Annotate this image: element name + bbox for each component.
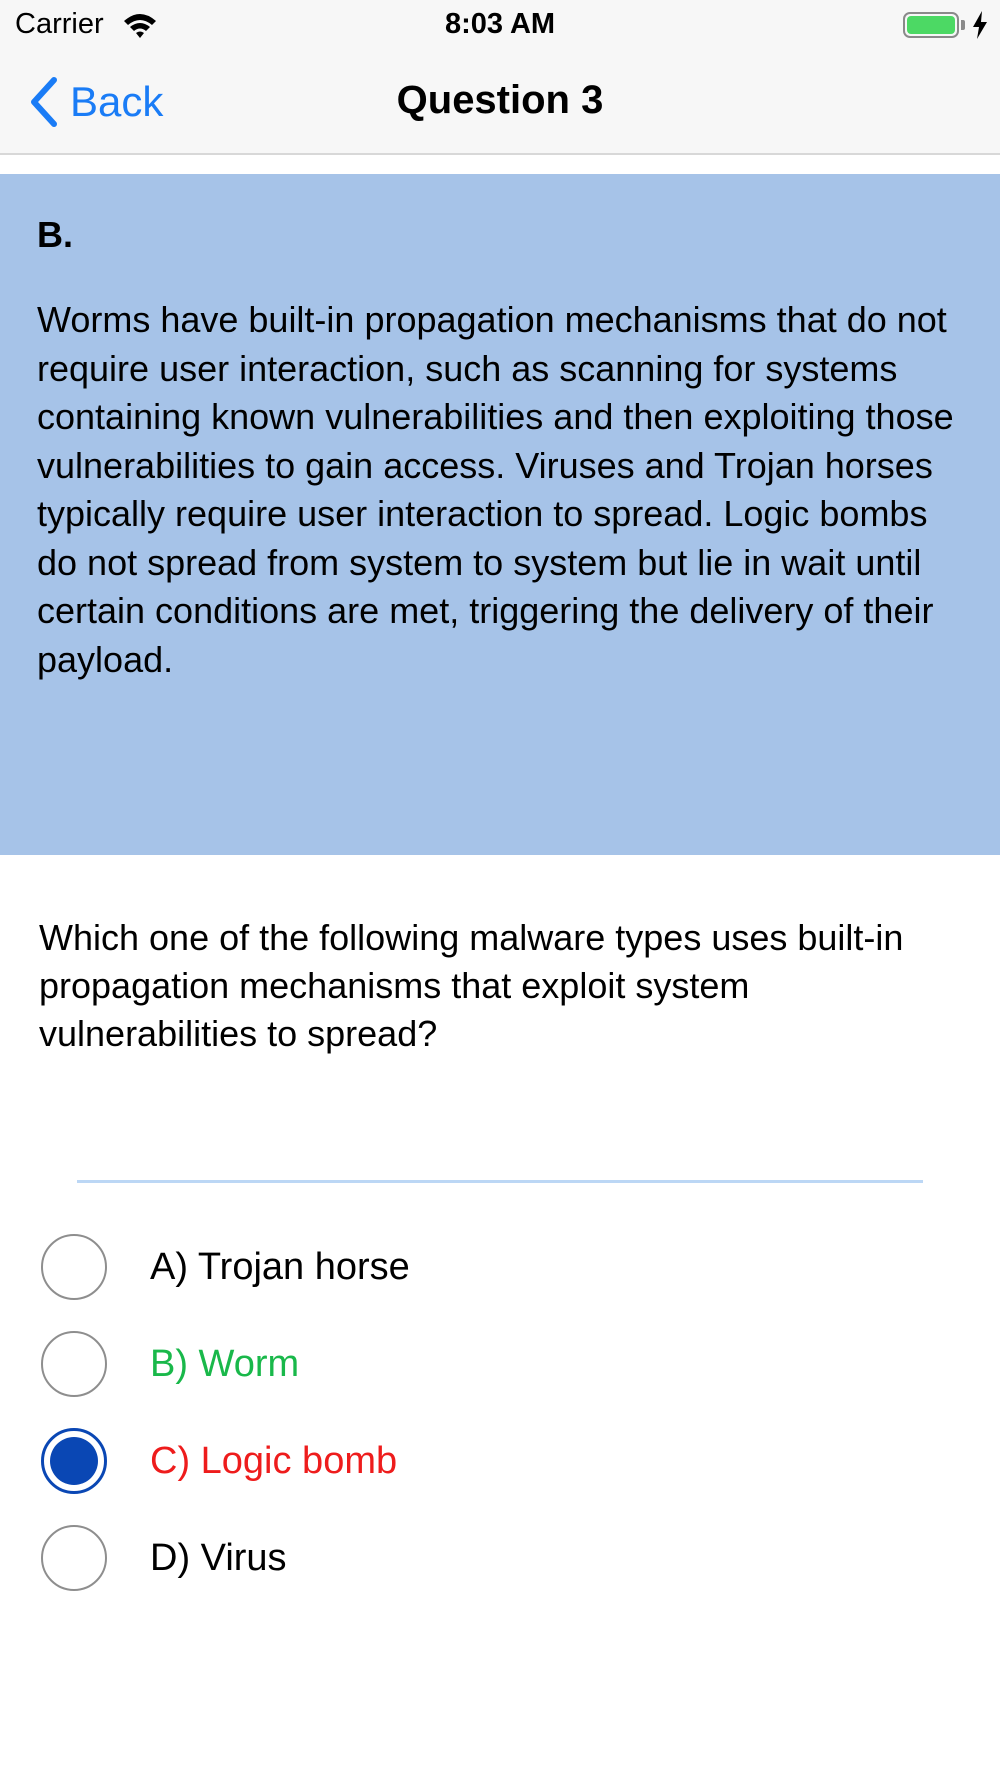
option-label: C) Logic bomb [150,1440,398,1482]
option-a[interactable] [0,1222,1000,1312]
option-c[interactable] [0,1416,1000,1506]
option-label: D) Virus [150,1537,287,1579]
status-time: 8:03 AM [444,8,556,40]
option-label: B) Worm [150,1343,300,1385]
battery-tip [961,20,965,30]
navigation-bar [0,50,1000,155]
carrier-label: Carrier [15,8,104,40]
answer-explanation-text: Worms have built-in propagation mechanisms that do not require user interaction, such as scanning for systems containing known vulnerabilities and then exploiting those vulnerabilities to gain access. Viruses and Trojan horses typically require user interaction to spread. Logic bombs do not spread from system to system but lie in wait until certain conditions are met, triggering the delivery of their payload. [37,299,954,680]
radio-button[interactable] [41,1331,107,1397]
answer-explanation-panel [0,174,1000,855]
battery-icon [903,12,959,38]
correct-answer-letter: B. [37,214,73,255]
question-text: Which one of the following malware types uses built-in propagation mechanisms that exploit system vulnerabilities to spread? [39,917,904,1054]
option-label: A) Trojan horse [150,1246,410,1288]
option-d[interactable] [0,1513,1000,1603]
page-title: Question 3 [396,78,604,122]
back-button-label: Back [70,78,164,125]
option-b[interactable] [0,1319,1000,1409]
radio-button[interactable] [41,1525,107,1591]
divider [77,1180,923,1183]
radio-button[interactable] [41,1428,107,1494]
charging-bolt-icon [970,10,990,40]
radio-button[interactable] [41,1234,107,1300]
radio-selected-dot [50,1437,98,1485]
status-bar [0,0,1000,50]
